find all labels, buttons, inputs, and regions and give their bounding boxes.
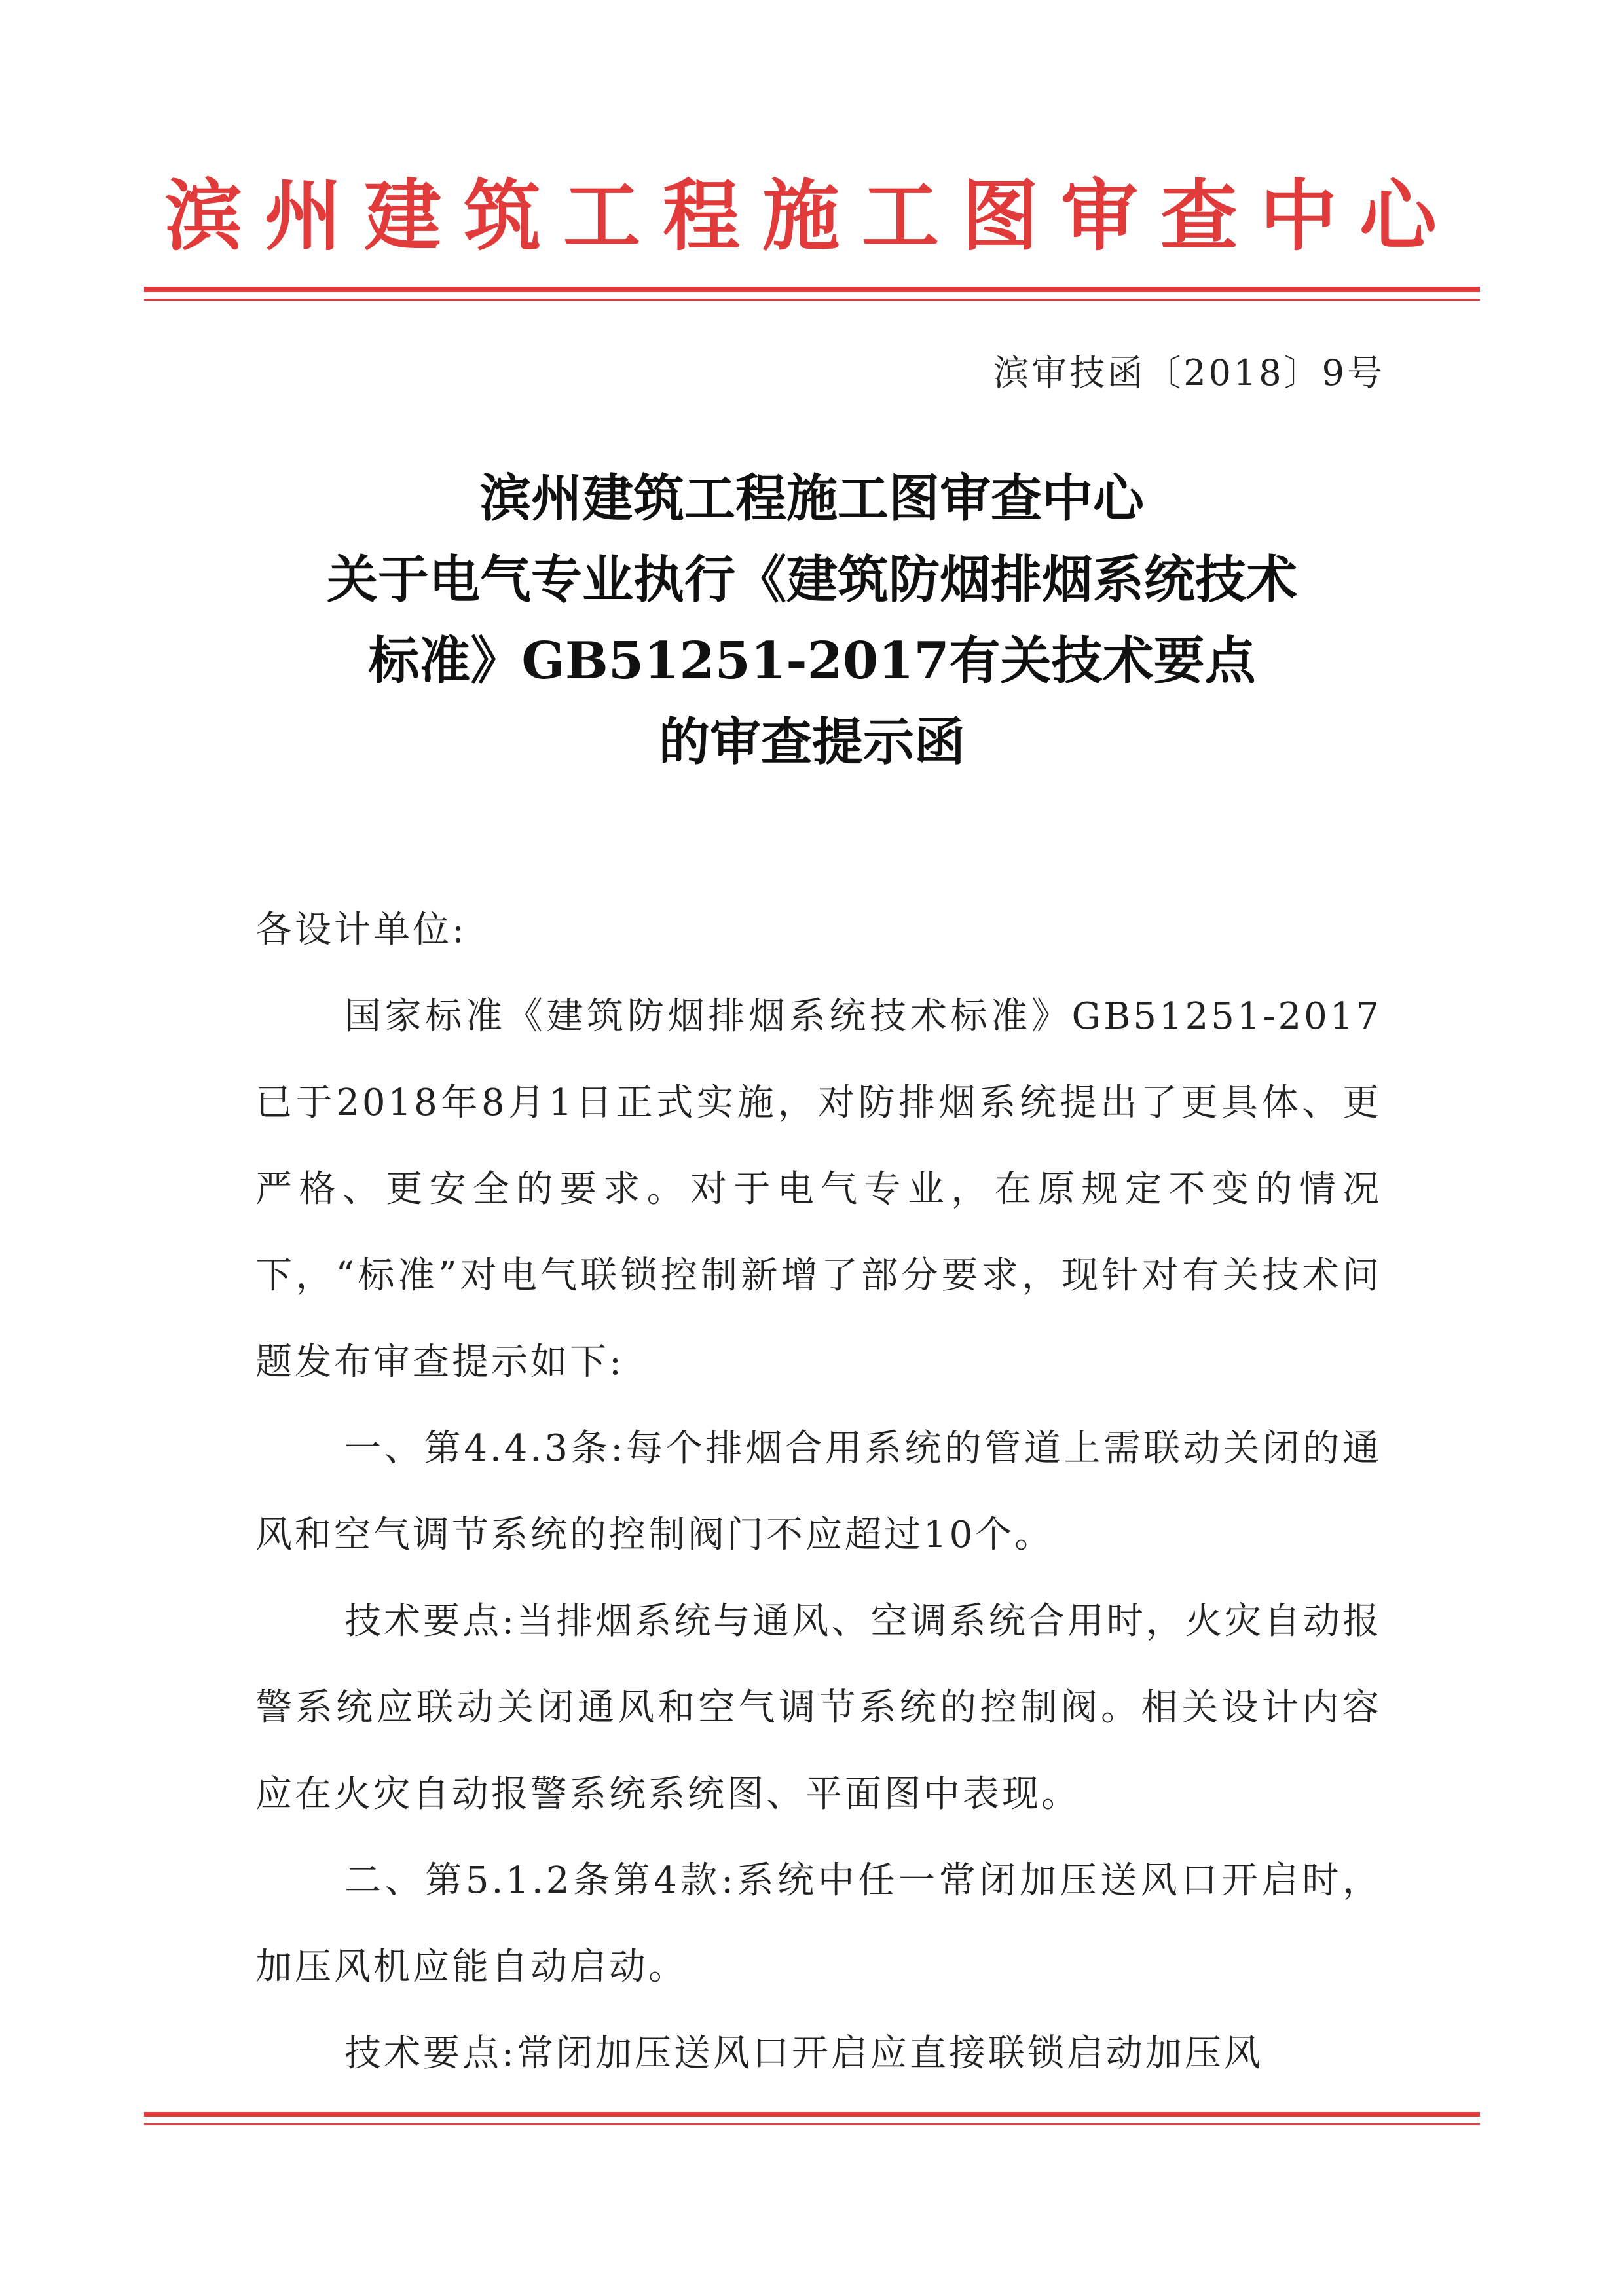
title-line: 关于电气专业执行《建筑防烟排烟系统技术 xyxy=(326,550,1297,610)
letterhead-rule-thin xyxy=(144,299,1480,301)
document-title xyxy=(216,458,1408,783)
document-number: 滨审技函〔2018〕9号 xyxy=(993,352,1385,393)
body-paragraph: 二、第5.1.2条第4款:系统中任一常闭加压送风口开启时，加压风机应能自动启动。 xyxy=(255,1859,1382,1988)
body-paragraph: 技术要点:当排烟系统与通风、空调系统合用时，火灾自动报警系统应联动关闭通风和空气调节系统的控制阀。相关设计内容应在火灾自动报警系统系统图、平面图中表现。 xyxy=(255,1600,1382,1815)
title-line: 的审查提示函 xyxy=(658,712,965,772)
document-body xyxy=(255,887,1382,2097)
footer-rule-thin xyxy=(144,2123,1480,2125)
title-line: 标准》GB51251-2017有关技术要点 xyxy=(368,631,1256,691)
salutation: 各设计单位: xyxy=(255,909,467,951)
body-paragraph: 技术要点:常闭加压送风口开启应直接联锁启动加压风 xyxy=(344,2032,1263,2075)
footer-rule-thick xyxy=(144,2112,1480,2117)
title-line: 滨州建筑工程施工图审查中心 xyxy=(479,469,1144,528)
organization-letterhead: 滨州建筑工程施工图审查中心 xyxy=(164,170,1459,261)
body-paragraph: 一、第4.4.3条:每个排烟合用系统的管道上需联动关闭的通风和空气调节系统的控制阀门不应超过10个。 xyxy=(255,1427,1382,1556)
letterhead-rule-thick xyxy=(144,287,1480,292)
body-paragraph: 国家标准《建筑防烟排烟系统技术标准》GB51251-2017已于2018年8月1日正式实施，对防排烟系统提出了更具体、更严格、更安全的要求。对于电气专业，在原规定不变的情况下，“标准”对电气联锁控制新增了部分要求，现针对有关技术问题发布审查提示如下: xyxy=(255,995,1382,1383)
